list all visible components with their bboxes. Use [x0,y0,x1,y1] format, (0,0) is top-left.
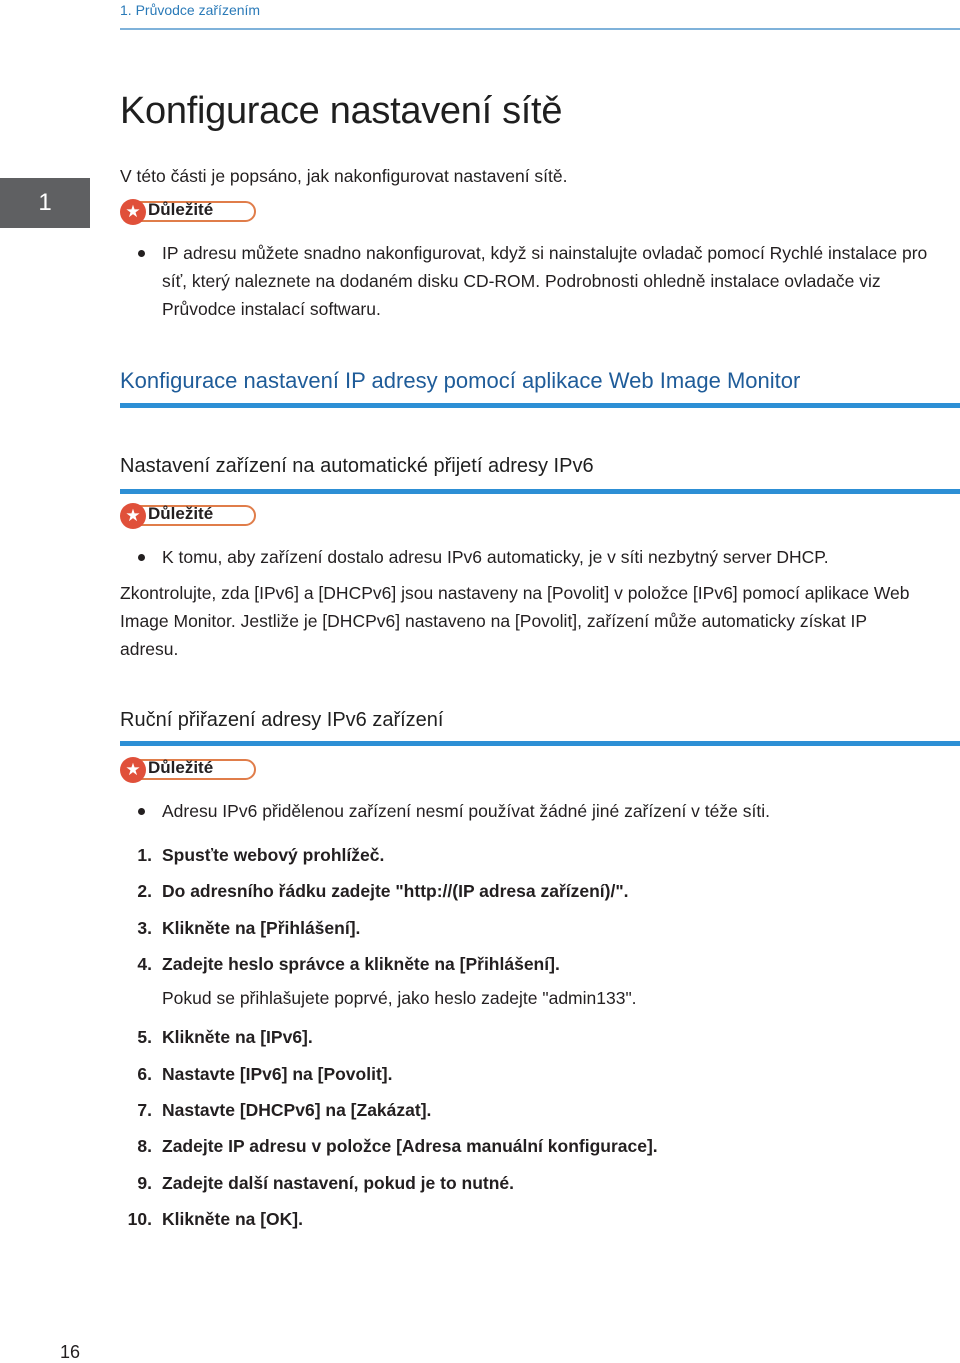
important-badge [120,199,260,225]
body-paragraph: Zkontrolujte, zda [IPv6] a [DHCPv6] jsou nastaveny na [Povolit] v položce [IPv6] pomocí aplikace Web Image Monitor. Jestliže je [DHCPv6] nastaveno na [Povolit], zařízení může automaticky získat IP adresu. [120,583,910,659]
intro-text: V této části je popsáno, jak nakonfigurovat nastavení sítě. [120,166,568,186]
subsection-rule [120,489,960,494]
page-title: Konfigurace nastavení sítě [120,90,563,132]
bullet-dot [138,808,145,815]
star-icon: ★ [120,757,146,783]
subsection-rule [120,741,960,746]
bullet-line: IP adresu můžete snadno nakonfigurovat, když si nainstalujte ovladač pomocí Rychlé instalace pro [162,243,928,263]
step-note: Pokud se přihlašujete poprvé, jako heslo zadejte "admin133". [162,988,637,1008]
chapter-tab: 1 [0,178,90,228]
subsection-heading: Nastavení zařízení na automatické přijetí adresy IPv6 [120,455,594,477]
section-heading-rule [120,403,960,408]
bullet-line: Průvodce instalací softwaru. [162,299,381,319]
bullet-dot [138,554,145,561]
header-rule [120,28,960,30]
important-label: Důležité [148,504,214,523]
bullet-line: Adresu IPv6 přidělenou zařízení nesmí používat žádné jiné zařízení v téže síti. [162,801,770,821]
running-header: 1. Průvodce zařízením [120,2,261,18]
page-number: 16 [60,1342,81,1362]
section-heading: Konfigurace nastavení IP adresy pomocí aplikace Web Image Monitor [120,368,801,393]
star-icon: ★ [120,199,146,225]
important-badge [120,503,260,529]
bullet-dot [138,250,145,257]
bullet-line: K tomu, aby zařízení dostalo adresu IPv6 automaticky, je v síti nezbytný server DHCP. [162,547,829,567]
bullet-line: síť, který naleznete na dodaném disku CD-ROM. Podrobnosti ohledně instalace ovladače viz [162,271,881,291]
important-label: Důležité [148,200,214,219]
important-badge [120,757,260,783]
star-icon: ★ [120,503,146,529]
subsection-heading: Ruční přiřazení adresy IPv6 zařízení [120,709,444,731]
important-label: Důležité [148,758,214,777]
